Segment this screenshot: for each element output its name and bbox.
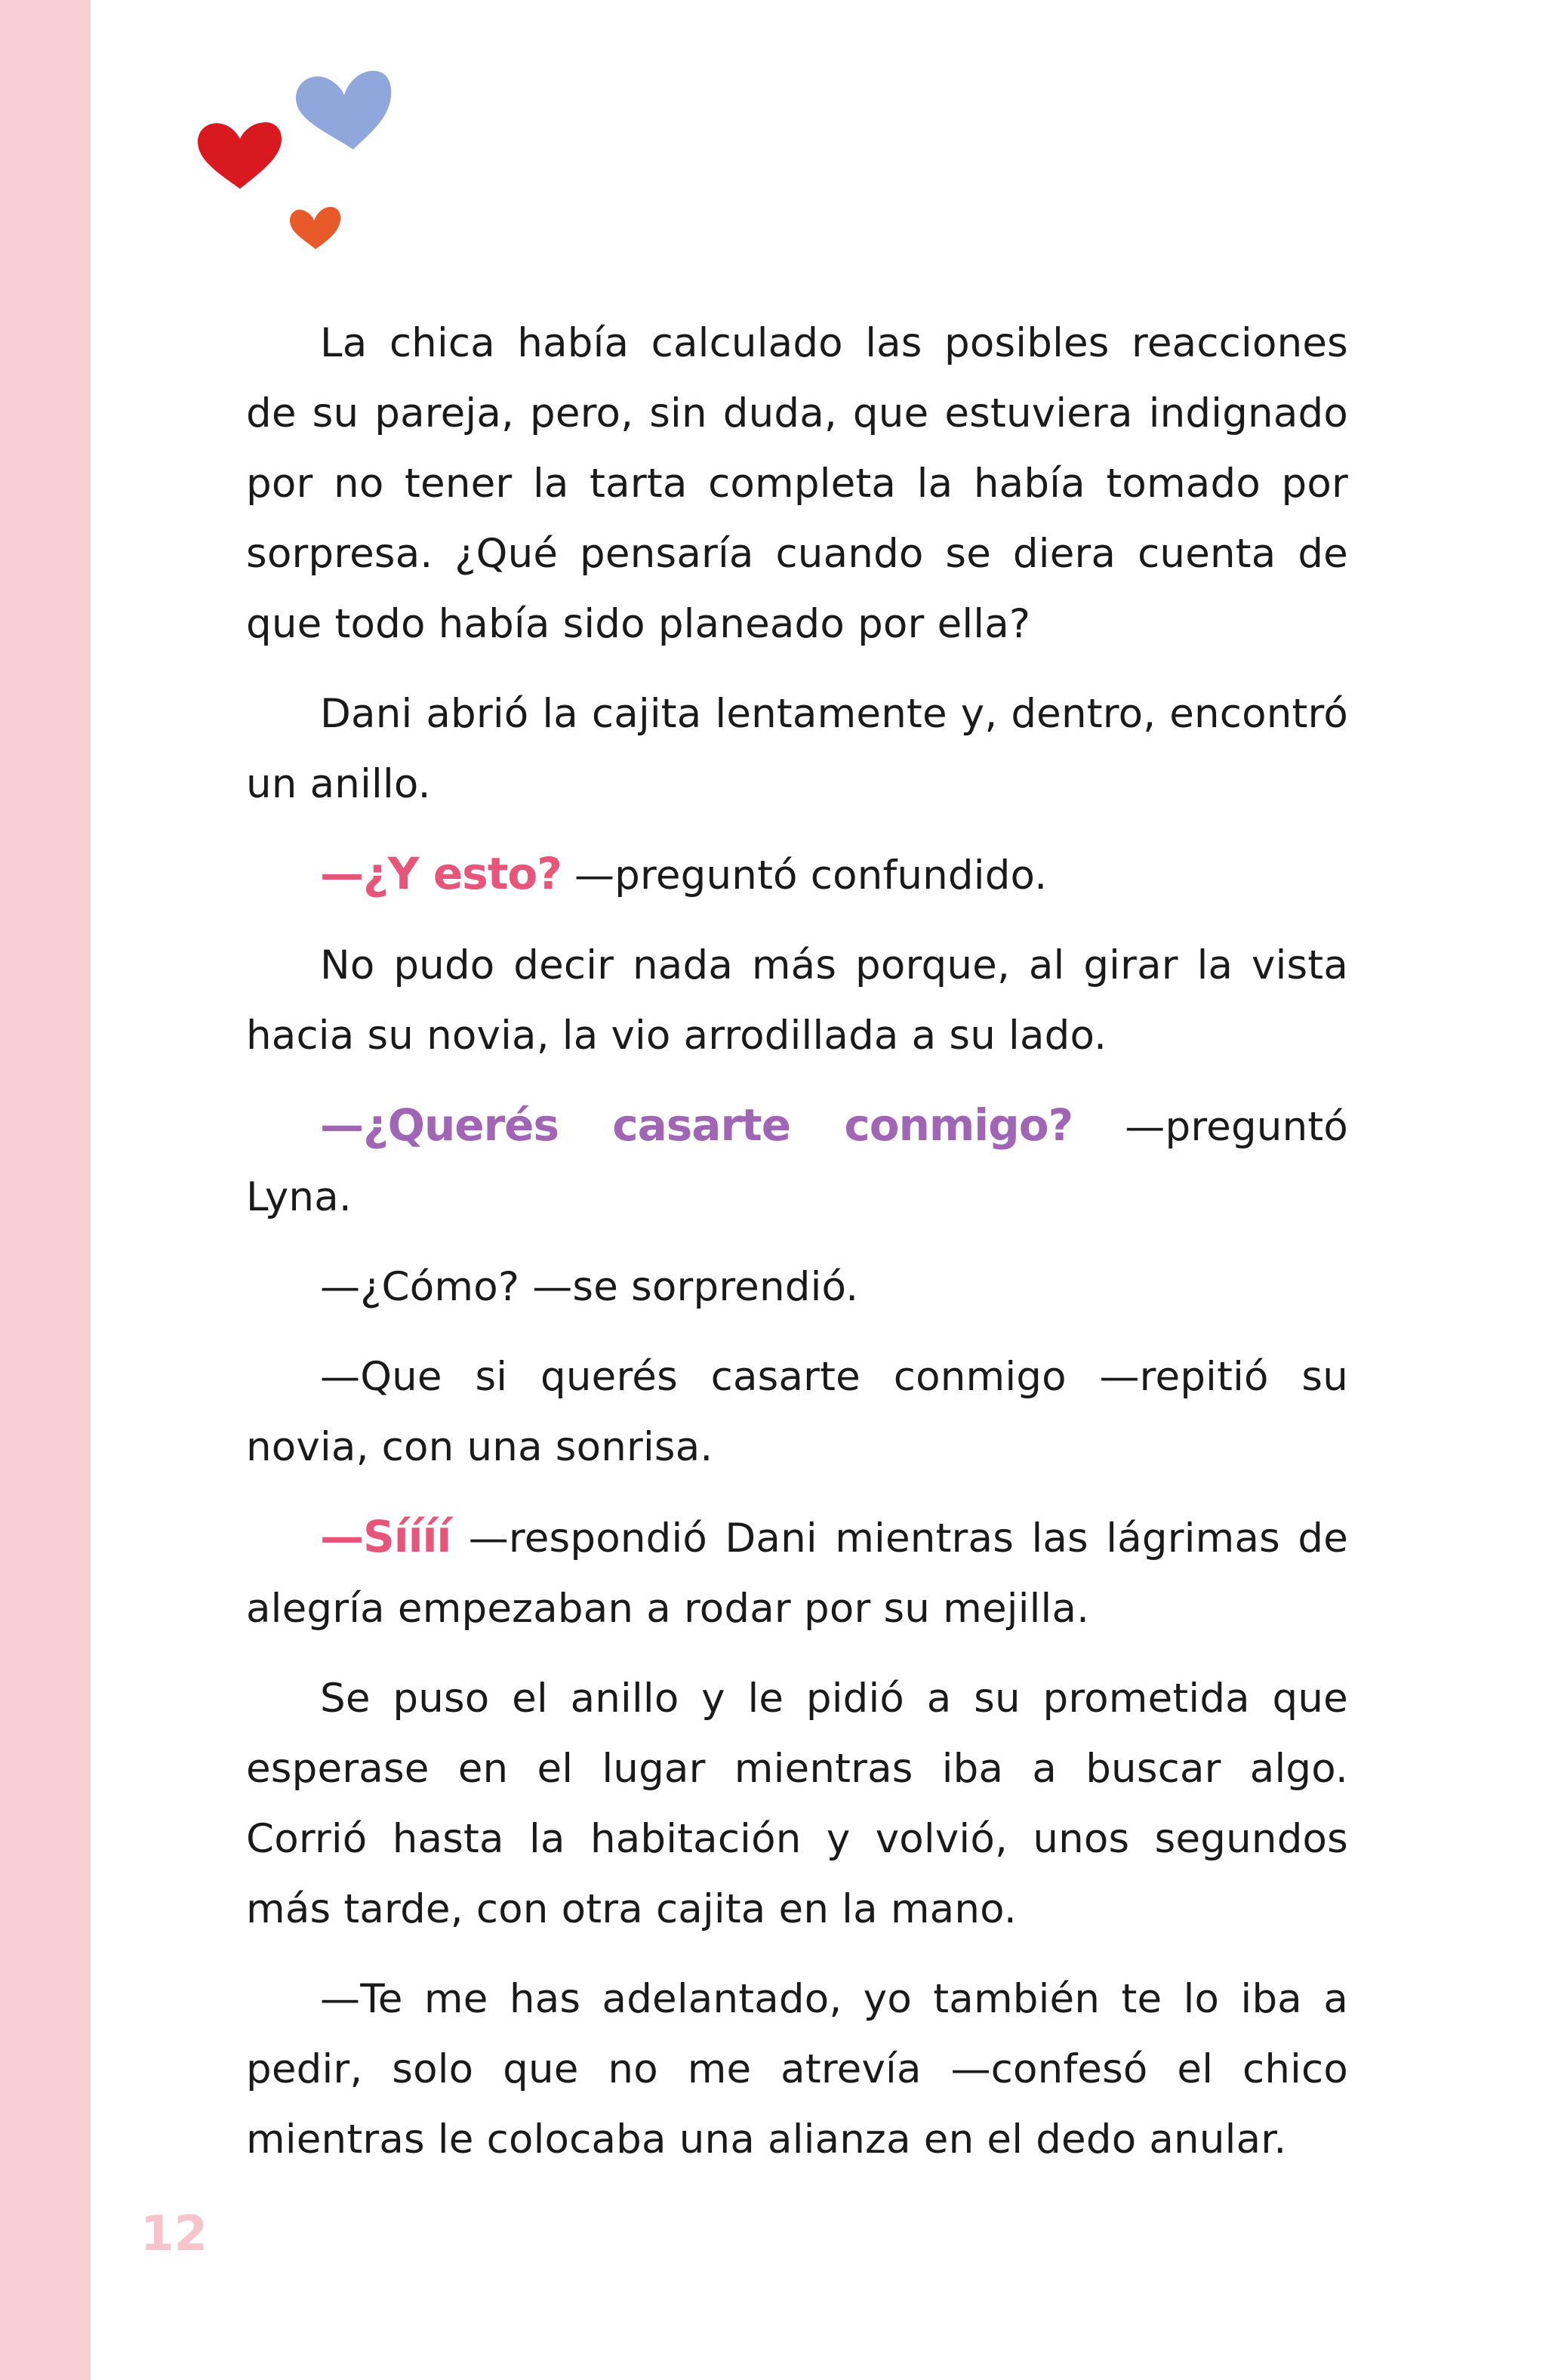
heart-icon <box>296 71 391 150</box>
body-text <box>246 308 1348 2194</box>
paragraph: —Te me has adelantado, yo también te lo iba a pedir, solo que no me atrevía —confesó el chico mientras le colocaba una alianza en el dedo anular. <box>246 1976 1348 2163</box>
paragraph: —Síííí —respondió Dani mientras las lágrimas de alegría empezaban a rodar por su mejilla. <box>246 1511 1348 1632</box>
paragraph: —¿Querés casarte conmigo? —preguntó Lyna. <box>246 1099 1348 1220</box>
paragraph: Dani abrió la cajita lentamente y, dentro, encontró un anillo. <box>246 691 1348 807</box>
highlighted-dialogue: —¿Y esto? <box>320 848 562 899</box>
page-margin-band <box>0 0 91 2380</box>
paragraph: —Que si querés casarte conmigo —repitió su novia, con una sonrisa. <box>246 1354 1348 1470</box>
page-number: 12 <box>140 2206 208 2262</box>
highlighted-dialogue: —¿Querés casarte conmigo? <box>320 1099 1073 1151</box>
paragraph: La chica había calculado las posibles reacciones de su pareja, pero, sin duda, que estuviera indignado por no tener la tarta completa la había tomado por sorpresa. ¿Qué pensaría cuando se diera cuenta de que todo había sido planeado por ella? <box>246 320 1348 647</box>
paragraph: —¿Cómo? —se sorprendió. <box>320 1264 859 1310</box>
heart-icon <box>198 122 282 189</box>
highlighted-dialogue: —Síííí <box>320 1511 451 1562</box>
heart-icon <box>290 207 340 249</box>
hearts-decoration <box>0 0 453 287</box>
paragraph: Se puso el anillo y le pidió a su prometida que esperase en el lugar mientras iba a buscar algo. Corrió hasta la habitación y volvió, unos segundos más tarde, con otra cajita en la mano. <box>246 1676 1348 1932</box>
paragraph: No pudo decir nada más porque, al girar la vista hacia su novia, la vio arrodillada a su lado. <box>246 942 1348 1059</box>
paragraph: —¿Y esto? —preguntó confundido. <box>320 848 1048 899</box>
